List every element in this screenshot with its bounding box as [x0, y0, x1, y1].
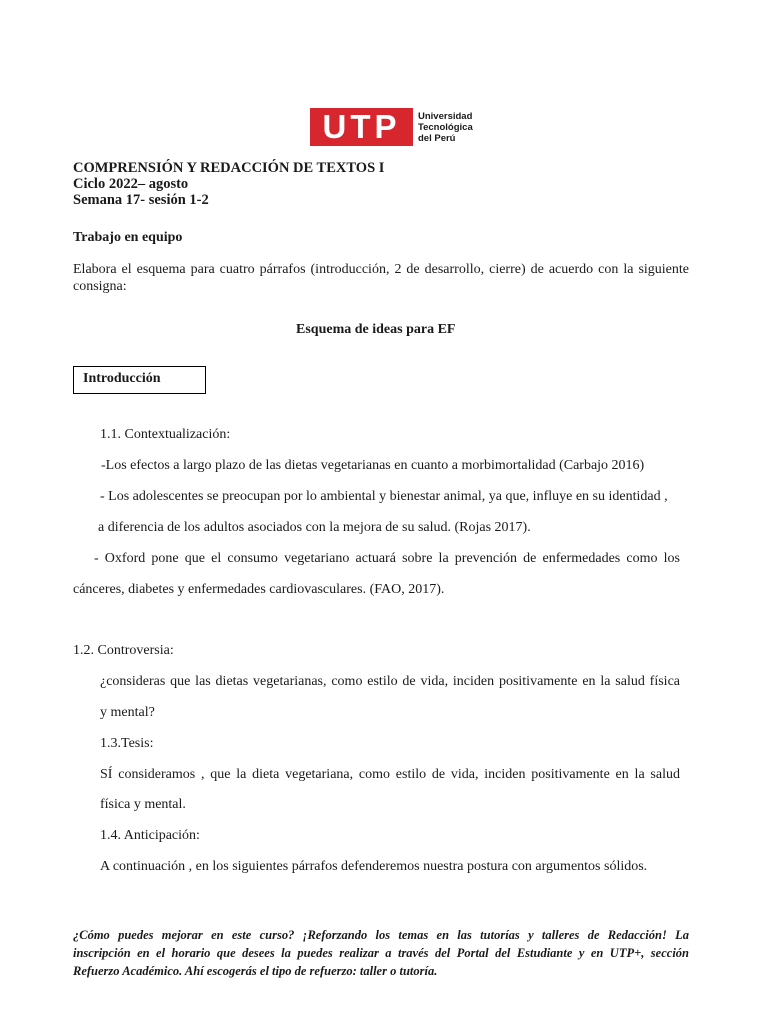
bullet-2-line-1: - Los adolescentes se preocupan por lo ambiental y bienestar animal, ya que, influye en su identidad ,	[100, 489, 668, 504]
controversy-heading: 1.2. Controversia:	[73, 643, 174, 658]
course-title: COMPRENSIÓN Y REDACCIÓN DE TEXTOS I	[73, 160, 385, 176]
utp-logo	[310, 108, 473, 146]
utp-logo-mark	[310, 108, 413, 146]
thesis-heading: 1.3.Tesis:	[100, 736, 154, 751]
instructions-line-2: consigna:	[73, 279, 127, 294]
instructions-line-1: Elabora el esquema para cuatro párrafos (introducción, 2 de desarrollo, cierre) de acuerdo con la siguiente	[73, 262, 689, 277]
introduction-box	[73, 366, 206, 394]
scheme-title: Esquema de ideas para EF	[296, 322, 456, 337]
bullet-2-line-2: a diferencia de los adultos asociados con la mejora de su salud. (Rojas 2017).	[98, 520, 531, 535]
logo-line-2: Tecnológica	[418, 121, 473, 133]
utp-logo-wordmark	[418, 111, 473, 144]
footer-line-1: ¿Cómo puedes mejorar en este curso? ¡Reforzando los temas en las tutorías y talleres de Redacción! La	[73, 928, 689, 942]
footer-line-2: inscripción en el horario que desees la puedes realizar a través del Portal del Estudiante y en UTP+, sección	[73, 946, 689, 960]
bullet-3-line-1: - Oxford pone que el consumo vegetariano actuará sobre la prevención de enfermedades como los	[94, 551, 680, 566]
utp-logo-letters: UTP	[322, 108, 401, 145]
anticipation-line: A continuación , en los siguientes párrafos defenderemos nuestra postura con argumentos sólidos.	[100, 859, 648, 874]
thesis-line-1: SÍ consideramos , que la dieta vegetariana, como estilo de vida, inciden positivamente en la salud	[100, 767, 680, 782]
controversy-line-2: y mental?	[100, 705, 155, 720]
introduction-label: Introducción	[83, 371, 161, 386]
controversy-line-1: ¿consideras que las dietas vegetarianas, como estilo de vida, inciden positivamente en la salud física	[100, 674, 680, 689]
thesis-line-2: física y mental.	[100, 797, 186, 812]
logo-line-3: del Perú	[418, 132, 456, 144]
section-title: Trabajo en equipo	[73, 230, 183, 245]
contextualization-heading: 1.1. Contextualización:	[100, 427, 231, 442]
footer-note	[73, 926, 689, 980]
bullet-1: -Los efectos a largo plazo de las dietas vegetarianas en cuanto a morbimortalidad (Carbajo 2016)	[101, 458, 645, 473]
footer-line-3: Refuerzo Académico. Ahí escogerás el tipo de refuerzo: taller o tutoría.	[73, 964, 438, 978]
logo-line-1: Universidad	[418, 110, 473, 122]
bullet-3-line-2: cánceres, diabetes y enfermedades cardiovasculares. (FAO, 2017).	[73, 582, 445, 597]
cycle-label: Ciclo 2022– agosto	[73, 176, 189, 192]
week-label: Semana 17- sesión 1-2	[73, 192, 209, 208]
anticipation-heading: 1.4. Anticipación:	[100, 828, 200, 843]
